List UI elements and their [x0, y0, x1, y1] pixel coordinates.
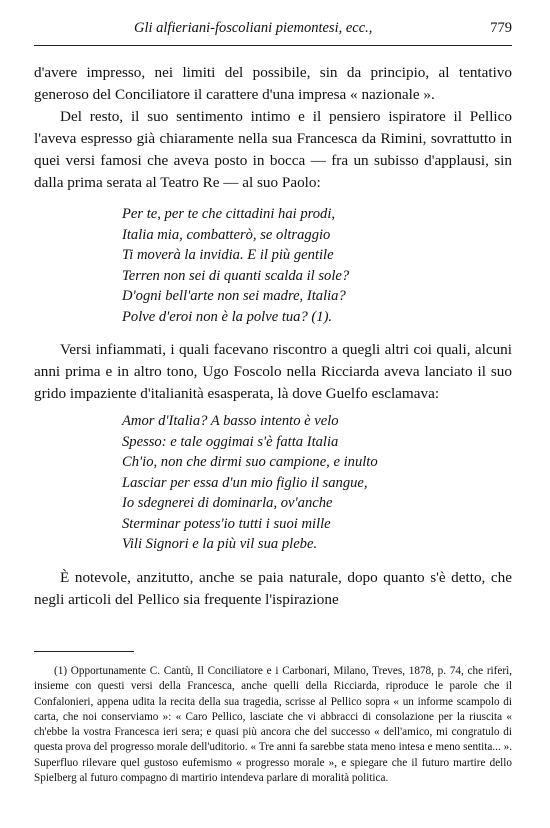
- verse-line: Io sdegnerei di dominarla, ov'anche: [122, 495, 333, 511]
- verse-line: Spesso: e tale oggimai s'è fatta Italia: [122, 433, 339, 450]
- running-title: Gli alfieriani-foscoliani piemontesi, ecc.,: [134, 20, 373, 36]
- verse-line: Per te, per te che cittadini hai prodi,: [122, 206, 336, 222]
- page-number: 779: [490, 20, 512, 36]
- footnote-rule: [34, 651, 134, 652]
- verse-line: Sterminar potess'io tutti i suoi mille: [122, 515, 331, 532]
- paragraph-4: È notevole, anzitutto, anche se paia naturale, dopo quanto s'è detto, che negli articoli del Pellico sia frequente l'ispirazione: [34, 568, 512, 608]
- verse-line: D'ogni bell'arte non sei madre, Italia?: [122, 288, 346, 304]
- verse-line: Ti moverà la invidia. E il più gentile: [122, 247, 334, 263]
- footnote-text: (1) Opportunamente C. Cantù, Il Conciliatore e i Carbonari, Milano, Treves, 1878, p. 74, che riferì, insieme con questi versi della Francesca, anche quelli della Ricciarda, riproduce le parole che il Confalonieri, appena udita la recita della sua tragedia, scrisse al Pellico sopra « un informe scampolo di carta, che noi conserviamo »: « Caro Pellico, lasciate che vi abbracci di consolazione per la riuscita « ch'ebbe la vostra Francesca ieri sera; e quasi più ancora che del successo « dell'amico, mi congratulo di questa prova del progresso morale dell'uditorio. « Tre anni fa sarebbe stata meno intesa e meno sentita... ». Superfluo rilevare quel gustoso eufemismo « progresso morale », e spiegare che il futuro martire dello Spielberg al futuro compagno di martirio intendeva parlare di moralità politica.: [34, 665, 512, 785]
- verse-line: Terren non sei di quanti scalda il sole?: [122, 267, 350, 284]
- verse-quote-ricciarda: [34, 411, 512, 555]
- paragraph-3: Versi infiammati, i quali facevano riscontro a quegli altri coi quali, alcuni anni prima e in altro tono, Ugo Foscolo nella Ricciarda aveva lanciato il suo grido impaziente d'italianità esasperata, là dove Guelfo esclamava:: [34, 341, 512, 402]
- verse-line: Italia mia, combatterò, se oltraggio: [122, 226, 331, 243]
- header-rule: [34, 45, 512, 46]
- main-text: [34, 62, 512, 611]
- paragraph-2: Del resto, il suo sentimento intimo e il pensiero ispiratore il Pellico l'aveva espresso già chiaramente nella sua Francesca da Rimini, sovrattutto in quei versi famosi che aveva posto in bocca — fra un subisso d'applausi, sin dalla prima serata al Teatro Re — al suo Paolo:: [34, 108, 512, 191]
- verse-quote-francesca: [34, 204, 512, 327]
- verse-line: Vili Signori e la più vil sua plebe.: [122, 536, 318, 552]
- verse-line: Lasciar per essa d'un mio figlio il sangue,: [122, 474, 368, 491]
- verse-line: Polve d'eroi non è la polve tua? (1).: [122, 308, 333, 325]
- running-header: [34, 20, 512, 42]
- verse-line: Amor d'Italia? A basso intento è velo: [122, 413, 339, 429]
- verse-line: Ch'io, non che dirmi suo campione, e inulto: [122, 454, 378, 470]
- paragraph-1: d'avere impresso, nei limiti del possibile, sin da principio, al tentativo generoso del Conciliatore il carattere d'una impresa « nazionale ».: [34, 64, 512, 103]
- footnote: [34, 664, 512, 786]
